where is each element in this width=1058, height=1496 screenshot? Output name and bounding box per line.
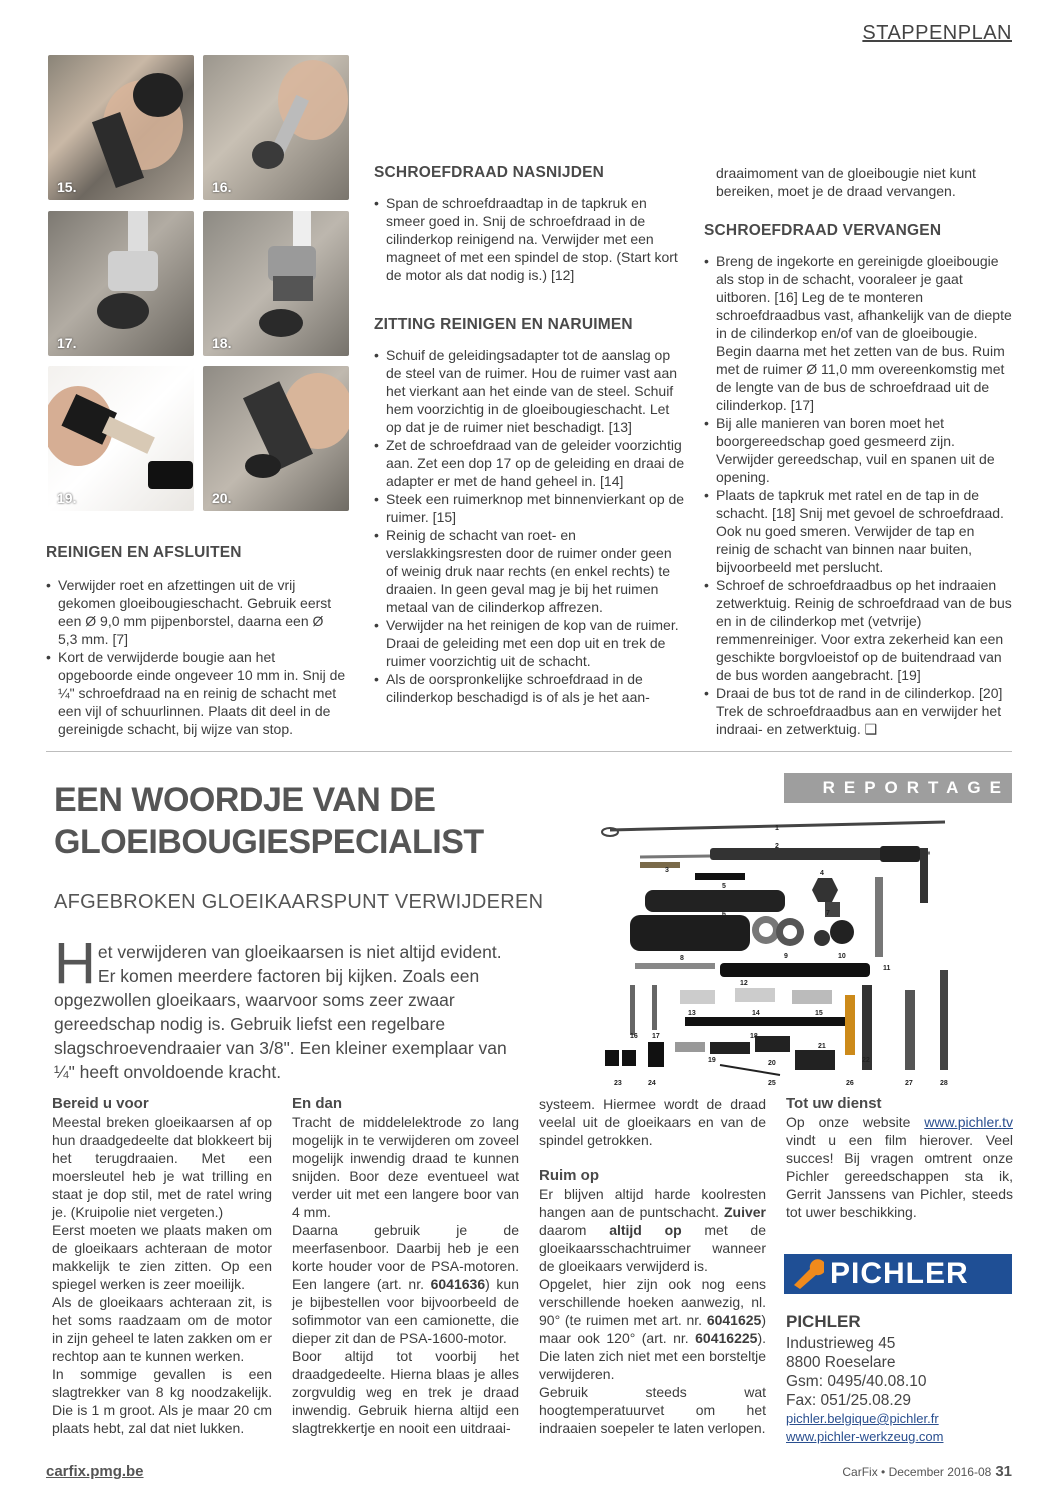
list-item: • Schroef de schroefdraadbus op het indraaien zetwerktuig. Reinig de schroefdraad van de bus en in de cilinderkop met (vetvrije) remmenreiniger. Voor extra zekerheid kan een geschikte borgvloeistof op de buitendraad van de bus worden aangebracht. [19]	[704, 576, 1012, 684]
column-bereid	[52, 1095, 272, 1437]
bold-run: altijd op	[609, 1222, 682, 1238]
title-line: GLOEIBOUGIESPECIALIST	[54, 823, 484, 861]
tool-label: 1	[775, 825, 779, 832]
tool-label: 12	[740, 980, 748, 987]
paragraph: In sommige gevallen is een slagtrekker van 8 kg noodzakelijk. Die is 1 m groot. Als je maar 20 cm plaats hebt, zal dat niet lukken.	[52, 1366, 272, 1436]
tool-label: 8	[680, 955, 684, 962]
text-run: Op onze website	[786, 1114, 925, 1130]
text-run: met de gloeikaarsschachtruimer wanneer de gloeikaars verwijderd is.	[539, 1222, 766, 1274]
column-en-dan	[292, 1095, 519, 1437]
company-name: PICHLER	[786, 1312, 861, 1331]
tool-label: 21	[818, 1043, 826, 1050]
photo-step-18	[203, 211, 349, 356]
paragraph: Als de gloeikaars achteraan zit, is het soms raadzaam om de motor in zijn geheel te laten zakken om er rechtop aan te kunnen werken.	[52, 1294, 272, 1364]
photo-number: 19.	[57, 490, 77, 506]
tool-label: 22	[862, 1057, 870, 1064]
text-run: daarom	[539, 1222, 610, 1238]
tool-label: 9	[784, 953, 788, 960]
list-item: • Span de schroefdraadtap in de tapkruk en smeer goed in. Snij de schroefdraad in de cilinderkop reinigend na. Verwijder met een magneet of met een spindel de stop. (Start kort de motor als dat nodig is.) [12]	[374, 194, 686, 284]
list-item: • Bij alle manieren van boren moet het boorgereedschap goed gesmeerd zijn. Verwijder gereedschap, vuil en spanen uit de opening.	[704, 414, 1012, 486]
tool-label: 24	[648, 1080, 656, 1087]
text-run: ) maar ook 120° (art. nr.	[539, 1312, 766, 1346]
column-heading: Bereid u voor	[52, 1095, 149, 1112]
page-number: 31	[995, 1463, 1012, 1480]
list-item: • Reinig de schacht van roet- en verslakkingsresten door de ruimer onder geen of weinig druk naar rechts (en enkel rechts) te draaien. In geen geval mag je bij het ruimen metaal van de cilinderkop affrezen.	[374, 526, 686, 616]
tool-label: 2	[775, 843, 779, 850]
list-item: • Verwijder na het reinigen de kop van de ruimer. Draai de geleiding met een dop uit en trek de ruimer voorzichtig uit de schacht.	[374, 616, 686, 670]
tool-label: 11	[883, 965, 891, 972]
list-item: • Steek een ruimerknop met binnenvierkant op de ruimer. [15]	[374, 490, 686, 526]
web-link[interactable]: www.pichler-werkzeug.com	[786, 1429, 944, 1444]
text-run: ). Die laten zich niet met een borsteltje verwijderen.	[539, 1330, 766, 1382]
tool-label: 17	[652, 1033, 660, 1040]
tool-label: 20	[768, 1060, 776, 1067]
paragraph	[539, 1275, 766, 1383]
tool-label: 13	[688, 1010, 696, 1017]
tool-label: 25	[768, 1080, 776, 1087]
tool-label: 18	[750, 1033, 758, 1040]
tool-label: 23	[614, 1080, 622, 1087]
text-run: Opgelet, hier zijn ook nog eens verschillende hoeken aanwezig, nl. 90° (te ruimen met art. nr.	[539, 1276, 766, 1328]
article-title	[54, 779, 574, 863]
list-item: • Draai de bus tot de rand in de cilinderkop. [20] Trek de schroefdraadbus aan en verwijder het indraai- en zetwerktuig. ❑	[704, 684, 1012, 738]
column-heading: En dan	[292, 1095, 343, 1112]
continued-text: draaimoment van de gloeibougie niet kunt bereiken, moet je de draad vervangen.	[716, 165, 976, 199]
column-heading: Tot uw dienst	[786, 1095, 882, 1112]
list-item: • Breng de ingekorte en gereinigde gloeibougie als stop in de schacht, vooraleer je gaat uitboren. [16] Leg de te monteren schroefdraadbus vast, afhankelijk van de diepte in de cilinderkop en/of van de gloeibougie. Begin daarna met het zetten van de bus. Ruim met de ruimer Ø 11,0 mm overeenkomstig met de lengte van de bus de schroefdraad uit de cilinderkop. [17]	[704, 252, 1012, 414]
title-line: EEN WOORDJE VAN DE	[54, 781, 436, 819]
tool-label: 16	[630, 1033, 638, 1040]
column-heading: Ruim op	[539, 1167, 599, 1184]
list-item: • Verwijder roet en afzettingen uit de vrij gekomen gloeibougieschacht. Gebruik eerst een Ø 9,0 mm pijpenborstel, daarna een Ø 5,3 mm. [7]	[46, 576, 346, 648]
paragraph	[539, 1185, 766, 1275]
article-number: 6041636	[430, 1276, 486, 1292]
photo-number: 18.	[212, 335, 232, 351]
section-heading: ZITTING REINIGEN EN NARUIMEN	[374, 316, 633, 333]
text-run: ) kun je bijbestellen voor bijvoorbeeld de sofimmotor van een camionette, die dieper zit dan de PSA-1600-motor.	[292, 1276, 519, 1346]
tool-kit-image	[600, 810, 970, 1090]
tool-label: 7	[826, 910, 830, 917]
photo-step-20	[203, 366, 349, 511]
column-ruim-op	[539, 1095, 766, 1437]
section-zitting	[374, 316, 686, 706]
section-heading: REINIGEN EN AFSLUITEN	[46, 544, 242, 561]
tool-label: 19	[708, 1057, 716, 1064]
tool-label: 28	[940, 1080, 948, 1087]
paragraph	[786, 1113, 1013, 1221]
column-tot-uw-dienst	[786, 1095, 1013, 1221]
tool-label: 6	[722, 911, 726, 918]
tool-label: 14	[752, 1010, 760, 1017]
article-number: 6041625	[706, 1312, 762, 1328]
list-item: • Kort de verwijderde bougie aan het opgeboorde einde ongeveer 10 mm in. Snij de ¼" schroefdraad na en reinig de schacht met een vijl of schuurlinnen. Plaats dit deel in de gereinigde schacht, bij wijze van stop.	[46, 648, 346, 738]
tool-label: 10	[838, 953, 846, 960]
photo-number: 16.	[212, 179, 232, 195]
section-vervangen	[704, 164, 1012, 738]
article-subtitle: AFGEBROKEN GLOEIKAARSPUNT VERWIJDEREN	[54, 891, 544, 913]
email-link[interactable]: pichler.belgique@pichler.fr	[786, 1411, 939, 1426]
photo-number: 15.	[57, 179, 77, 195]
tool-label: 3	[665, 867, 669, 874]
logo-text: PICHLER	[830, 1257, 969, 1290]
city-address: 8800 Roeselare	[786, 1354, 896, 1371]
reportage-tag: REPORTAGE	[784, 773, 1012, 803]
photo-step-15	[48, 55, 194, 200]
fax-number: Fax: 051/25.08.29	[786, 1392, 911, 1409]
section-tag: STAPPENPLAN	[862, 22, 1012, 44]
text-run: Er blijven altijd harde koolresten hangen aan de puntschacht.	[539, 1186, 766, 1220]
list-item: • Schuif de geleidingsadapter tot de aanslag op de steel van de ruimer. Hou de ruimer vast aan het vierkant aan het einde van de steel. Schuif hem voorzichtig in de gloeibougieschacht. Let op dat je de ruimer niet beschadigt. [13]	[374, 346, 686, 436]
tool-label: 5	[722, 883, 726, 890]
paragraph: systeem. Hiermee wordt de draad veelal uit de gloeikaars en van de spindel getrokken.	[539, 1096, 766, 1148]
tool-label: 15	[815, 1010, 823, 1017]
footer-site-link[interactable]: carfix.pmg.be	[46, 1463, 144, 1480]
tool-label: 27	[905, 1080, 913, 1087]
text-run: vindt u een film hierover. Veel succes! Bij vragen omtrent onze Pichler gereedschappen sta ik, Gerrit Janssens van Pichler, steeds tot uwer beschikking.	[786, 1132, 1013, 1220]
article-intro	[54, 931, 514, 1084]
wrench-icon	[790, 1259, 824, 1289]
contact-block	[786, 1312, 1014, 1446]
tool-label: 26	[846, 1080, 854, 1087]
photo-step-17	[48, 211, 194, 356]
section-reinigen	[46, 544, 346, 738]
article-number: 60416225	[695, 1330, 758, 1346]
section-heading: SCHROEFDRAAD NASNIJDEN	[374, 164, 605, 181]
street-address: Industrieweg 45	[786, 1335, 896, 1352]
gsm-number: Gsm: 0495/40.08.10	[786, 1373, 927, 1390]
website-link[interactable]: www.pichler.tv	[924, 1114, 1013, 1130]
photo-step-16	[203, 55, 349, 200]
list-item: • Als de oorspronkelijke schroefdraad in de cilinderkop beschadigd is of als je het aan-	[374, 670, 686, 706]
list-item: • Plaats de tapkruk met ratel en de tap in de schacht. [18] Snij met gevoel de schroefdraad. Ook nu goed smeren. Verwijder de tap en reinig de schacht van binnen naar buiten, bijvoorbeeld met perslucht.	[704, 486, 1012, 576]
text-run: Daarna gebruik je de meerfasenboor. Daarbij heb je een korte houder voor de PSA-motoren. Een langere (art. nr.	[292, 1222, 519, 1292]
paragraph: Meestal breken gloeikaarsen af op hun draadgedeelte dat blokkeert bij het terugdraaien. Met een moersleutel heb je wat trilling en staat je dop stil, met de ratel wring je. (Kruipolie niet vergeten.)	[52, 1114, 272, 1220]
photo-number: 17.	[57, 335, 77, 351]
list-item: • Zet de schroefdraad van de geleider voorzichtig aan. Zet een dop 17 op de geleiding en draai de adapter er met de hand geheel in. [14]	[374, 436, 686, 490]
section-nasnijden	[374, 164, 686, 284]
tool-label: 4	[820, 870, 824, 877]
photo-step-19	[48, 366, 194, 511]
pichler-logo	[784, 1254, 1012, 1294]
paragraph	[292, 1221, 519, 1347]
paragraph: Gebruik steeds wat hoogtemperatuurvet om het indraaien soepeler te laten verlopen.	[539, 1384, 766, 1436]
paragraph: Eerst moeten we plaats maken om de gloeikaars achteraan de motor makkelijk te zien zitten. Op een spiegel werken is zeer moeilijk.	[52, 1222, 272, 1292]
photo-number: 20.	[212, 490, 232, 506]
drop-cap: H	[54, 931, 96, 996]
paragraph: Boor altijd tot voorbij het draadgedeelte. Hierna blaas je alles zorgvuldig weg en trek je draad inwendig. Gebruik hierna altijd een slagtrekkertje en nooit een uitdraai-	[292, 1348, 519, 1436]
footer-issue	[842, 1463, 1012, 1480]
section-divider	[46, 751, 1012, 752]
section-heading: SCHROEFDRAAD VERVANGEN	[704, 222, 942, 239]
issue-label: CarFix • December 2016-08	[842, 1465, 992, 1479]
paragraph: Tracht de middelelektrode zo lang mogelijk in te verwijderen om zoveel mogelijk inwendig draad te kunnen snijden. Boor deze eventueel wat verder uit met een langere boor van 4 mm.	[292, 1114, 519, 1220]
bold-run: Zuiver	[723, 1204, 766, 1220]
intro-text: et verwijderen van gloeikaarsen is niet altijd evident. Er komen meerdere factoren bij kijken. Zoals een opgezwollen gloeikaars, waarvoor soms zeer zwaar gereedschap nodig is. Gebruik liefst een regelbare slagschroevendraaier van 3/8". Een kleiner exemplaar van ¼" heeft onvoldoende kracht.	[54, 942, 507, 1082]
